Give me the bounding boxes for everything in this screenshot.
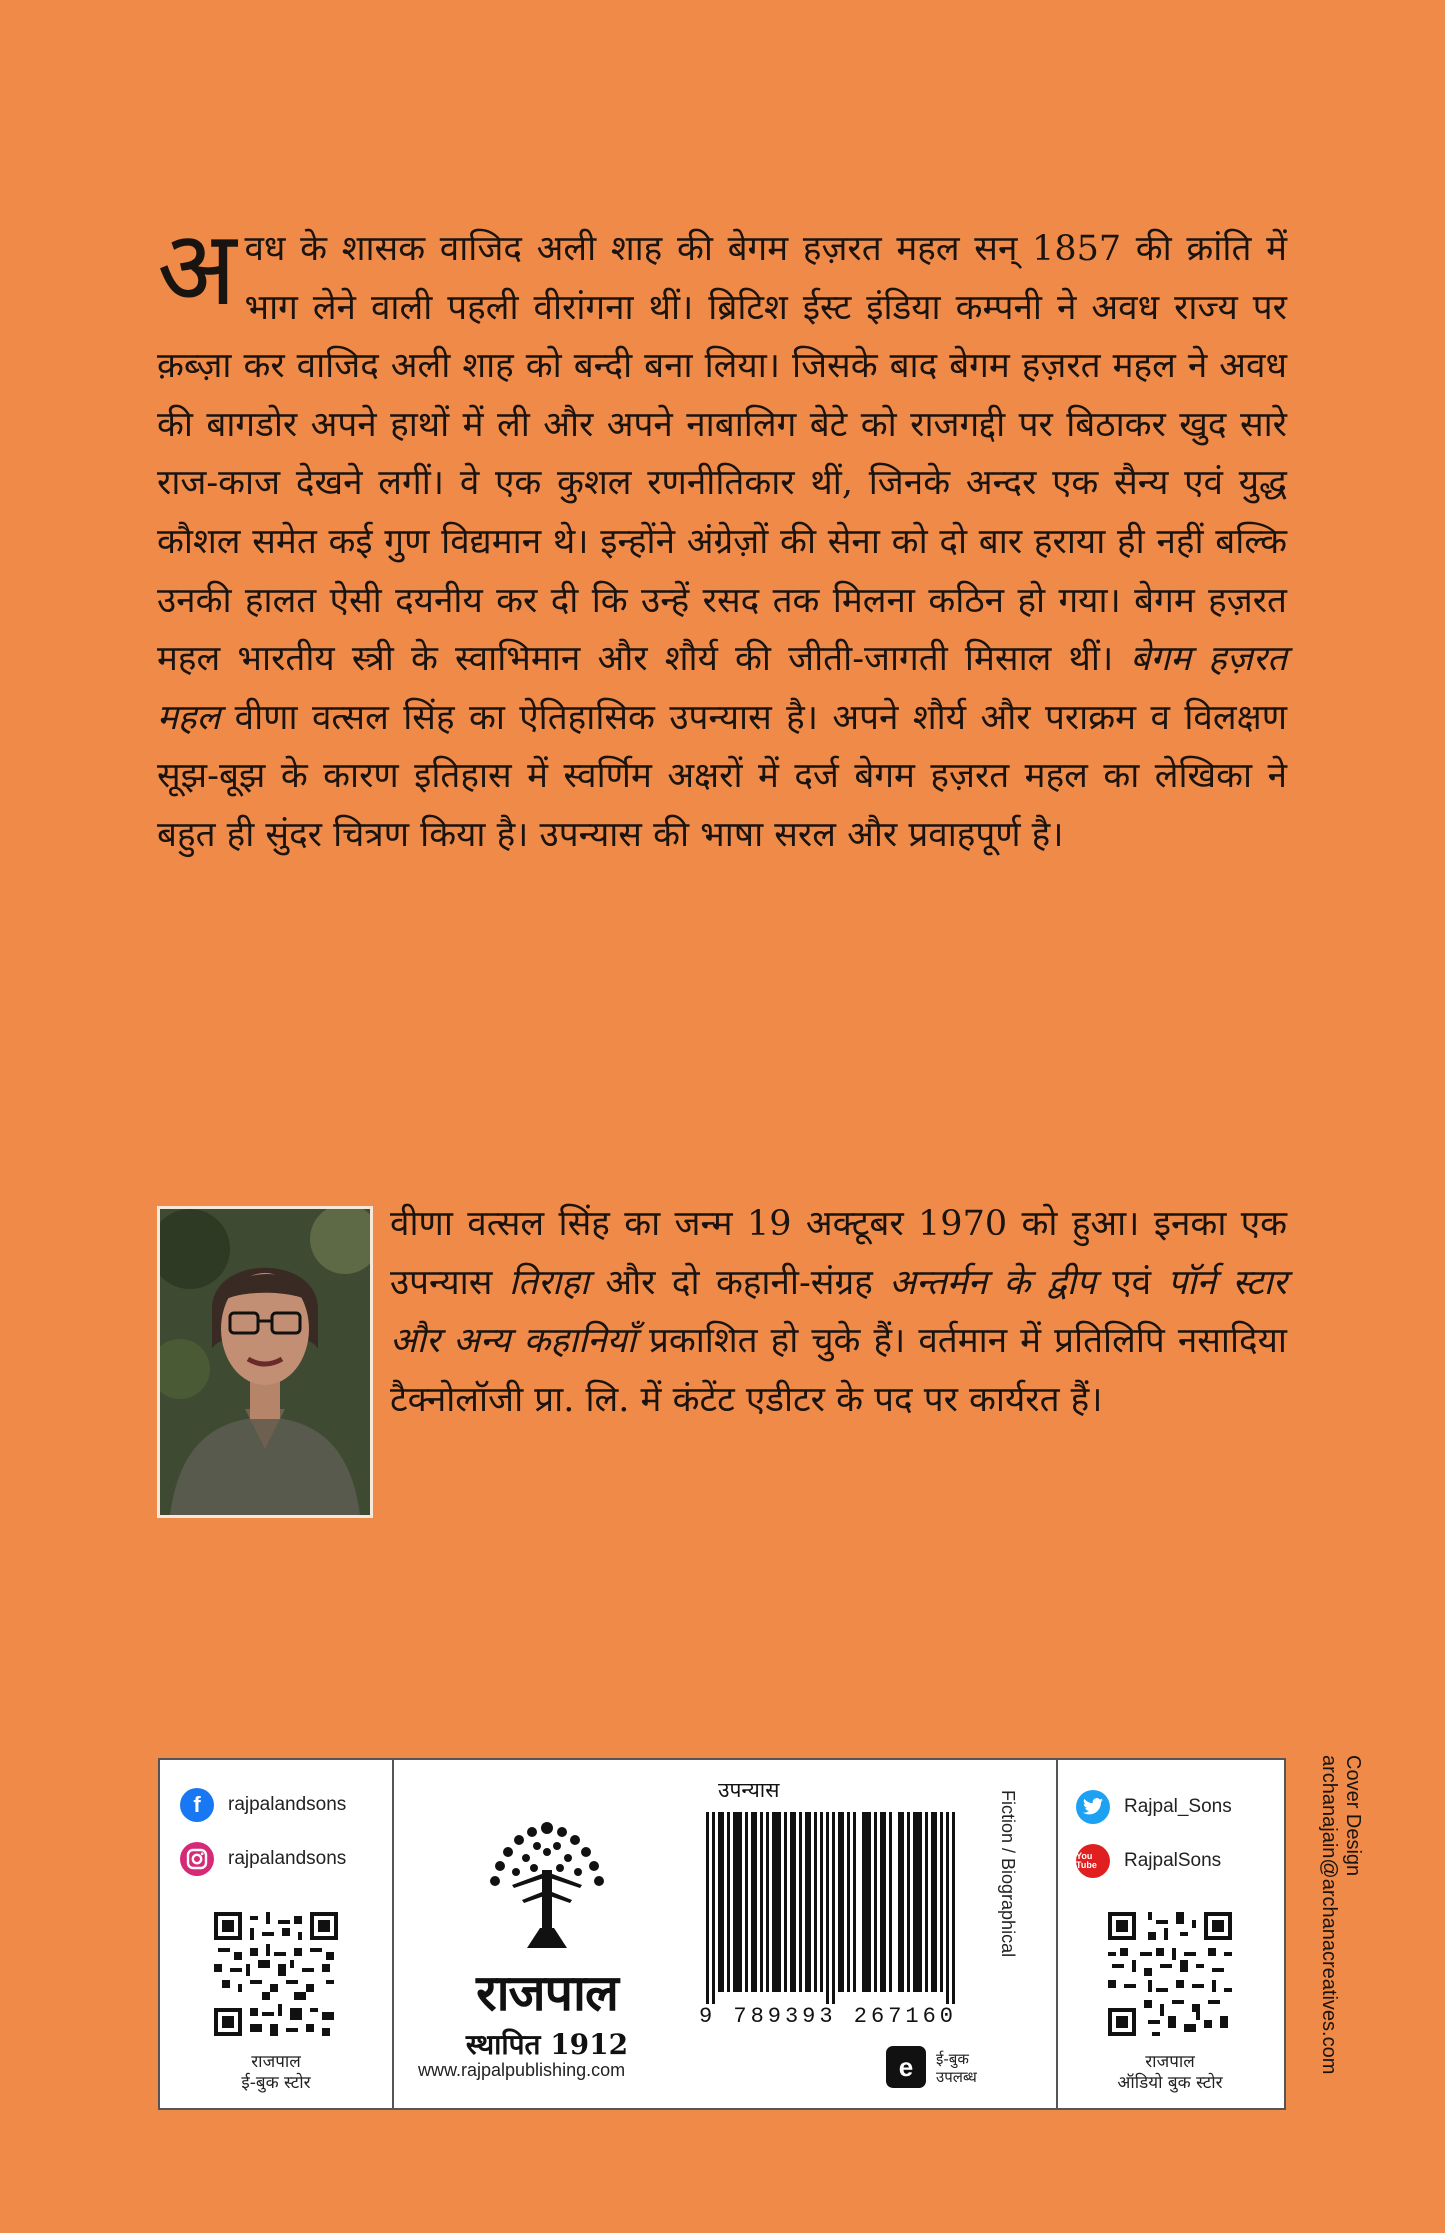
website-link[interactable]: www.rajpalpublishing.com	[418, 2060, 626, 2080]
twitter-link[interactable]	[1076, 1790, 1232, 1824]
author-photo	[157, 1206, 373, 1518]
book-title-1: तिराहा	[508, 1262, 589, 1303]
book-description	[157, 207, 1287, 865]
tree-icon	[482, 1810, 612, 1950]
ebook-line2: उपलब्ध	[936, 2068, 977, 2086]
audiobook-store-caption	[1056, 2052, 1284, 2094]
established-year: स्थापित 1912	[465, 2028, 629, 2061]
bio-text-1: वीणा वत्सल सिंह का जन्म 19 अक्टूबर 1970 को हुआ। इनका एक उपन्यास	[390, 1204, 1287, 1303]
genre-label: उपन्यास	[718, 1778, 780, 1802]
panel-right-column	[1056, 1760, 1284, 2108]
description-text-2: वीणा वत्सल सिंह का ऐतिहासिक उपन्यास है। अपने शौर्य और पराक्रम व विलक्षण सूझ-बूझ के कारण इतिहास में स्वर्णिम अक्षरों में दर्ज बेगम हज़रत महल का लेखिका ने बहुत ही सुंदर चित्रण किया है। उपन्यास की भाषा सरल और प्रवाहपूर्ण है।	[157, 697, 1287, 855]
twitter-icon	[1076, 1790, 1110, 1824]
cover-design-credit	[1317, 1755, 1365, 2074]
bio-text-2: और दो कहानी-संग्रह	[588, 1262, 890, 1303]
audiobook-store-qr-code[interactable]	[1108, 1912, 1232, 2036]
category-label: Fiction / Biographical	[998, 1790, 1018, 1958]
ebook-icon: e	[886, 2046, 926, 2088]
cover-design-label: Cover Design	[1342, 1755, 1364, 1877]
description-text-1: वध के शासक वाजिद अली शाह की बेगम हज़रत महल सन् 1857 की क्रांति में भाग लेने वाली पहली वीरांगना थीं। ब्रिटिश ईस्ट इंडिया कम्पनी ने अवध राज्य पर क़ब्ज़ा कर वाजिद अली शाह को बन्दी बना लिया। जिसके बाद बेगम हज़रत महल ने अवध की बागडोर अपने हाथों में ली और अपने नाबालिग बेटे को राजगद्दी पर बिठाकर खुद सारे राज-काज देखने लगीं। वे एक कुशल रणनीतिकार थीं, जिनके अन्दर एक सैन्य एवं युद्ध कौशल समेत कई गुण विद्यमान थे। इन्होंने अंग्रेज़ों की सेना को दो बार हराया ही नहीं बल्कि उनकी हालत ऐसी दयनीय कर दी कि उन्हें रसद तक मिलना कठिन हो गया। बेगम हज़रत महल भारतीय स्त्री के स्वाभिमान और शौर्य की जीती-जागती मिसाल थीं।	[157, 229, 1287, 680]
instagram-handle: rajpalandsons	[228, 1848, 347, 1869]
ebook-store-line1: राजपाल	[251, 2052, 301, 2072]
author-bio	[390, 1195, 1287, 1429]
drop-cap: अ	[157, 207, 237, 329]
isbn-barcode	[706, 1812, 958, 2004]
publisher-name: राजपाल	[476, 1964, 618, 2022]
publisher-panel	[158, 1758, 1286, 2110]
instagram-icon	[180, 1842, 214, 1876]
instagram-link[interactable]	[180, 1842, 346, 1876]
book-title-italic: बेगम हज़रत महल	[157, 639, 1287, 738]
facebook-link[interactable]	[180, 1788, 346, 1822]
bio-text-3: एवं	[1095, 1262, 1168, 1303]
panel-middle-column	[392, 1760, 1058, 2108]
twitter-handle: Rajpal_Sons	[1124, 1796, 1232, 1817]
ebook-store-line2: ई-बुक स्टोर	[241, 2073, 311, 2093]
book-title-3: पॉर्न स्टार और अन्य कहानियाँ	[390, 1262, 1287, 1362]
panel-left-column	[160, 1760, 394, 2108]
ebook-line1: ई-बुक	[936, 2050, 969, 2068]
ebook-available-label	[936, 2050, 977, 2086]
facebook-icon: f	[180, 1788, 214, 1822]
youtube-link[interactable]	[1076, 1844, 1221, 1878]
youtube-icon: You Tube	[1076, 1844, 1110, 1878]
isbn-number: 9 789393 267160	[698, 2004, 958, 2029]
audiobook-store-line2: ऑडियो बुक स्टोर	[1117, 2073, 1223, 2093]
ebook-store-caption	[160, 2052, 392, 2094]
publisher-logo	[432, 1810, 662, 2063]
cover-design-email[interactable]: archanajain@archanacreatives.com	[1318, 1755, 1340, 2075]
youtube-handle: RajpalSons	[1124, 1850, 1222, 1871]
book-title-2: अन्तर्मन के द्वीप	[889, 1262, 1096, 1303]
facebook-handle: rajpalandsons	[228, 1794, 347, 1815]
audiobook-store-line1: राजपाल	[1145, 2052, 1195, 2072]
ebook-store-qr-code[interactable]	[214, 1912, 338, 2036]
bio-text-4: प्रकाशित हो चुके हैं। वर्तमान में प्रतिलिपि नसादिया टैक्नोलॉजी प्रा. लि. में कंटेंट एडीटर के पद पर कार्यरत हैं।	[390, 1321, 1287, 1420]
